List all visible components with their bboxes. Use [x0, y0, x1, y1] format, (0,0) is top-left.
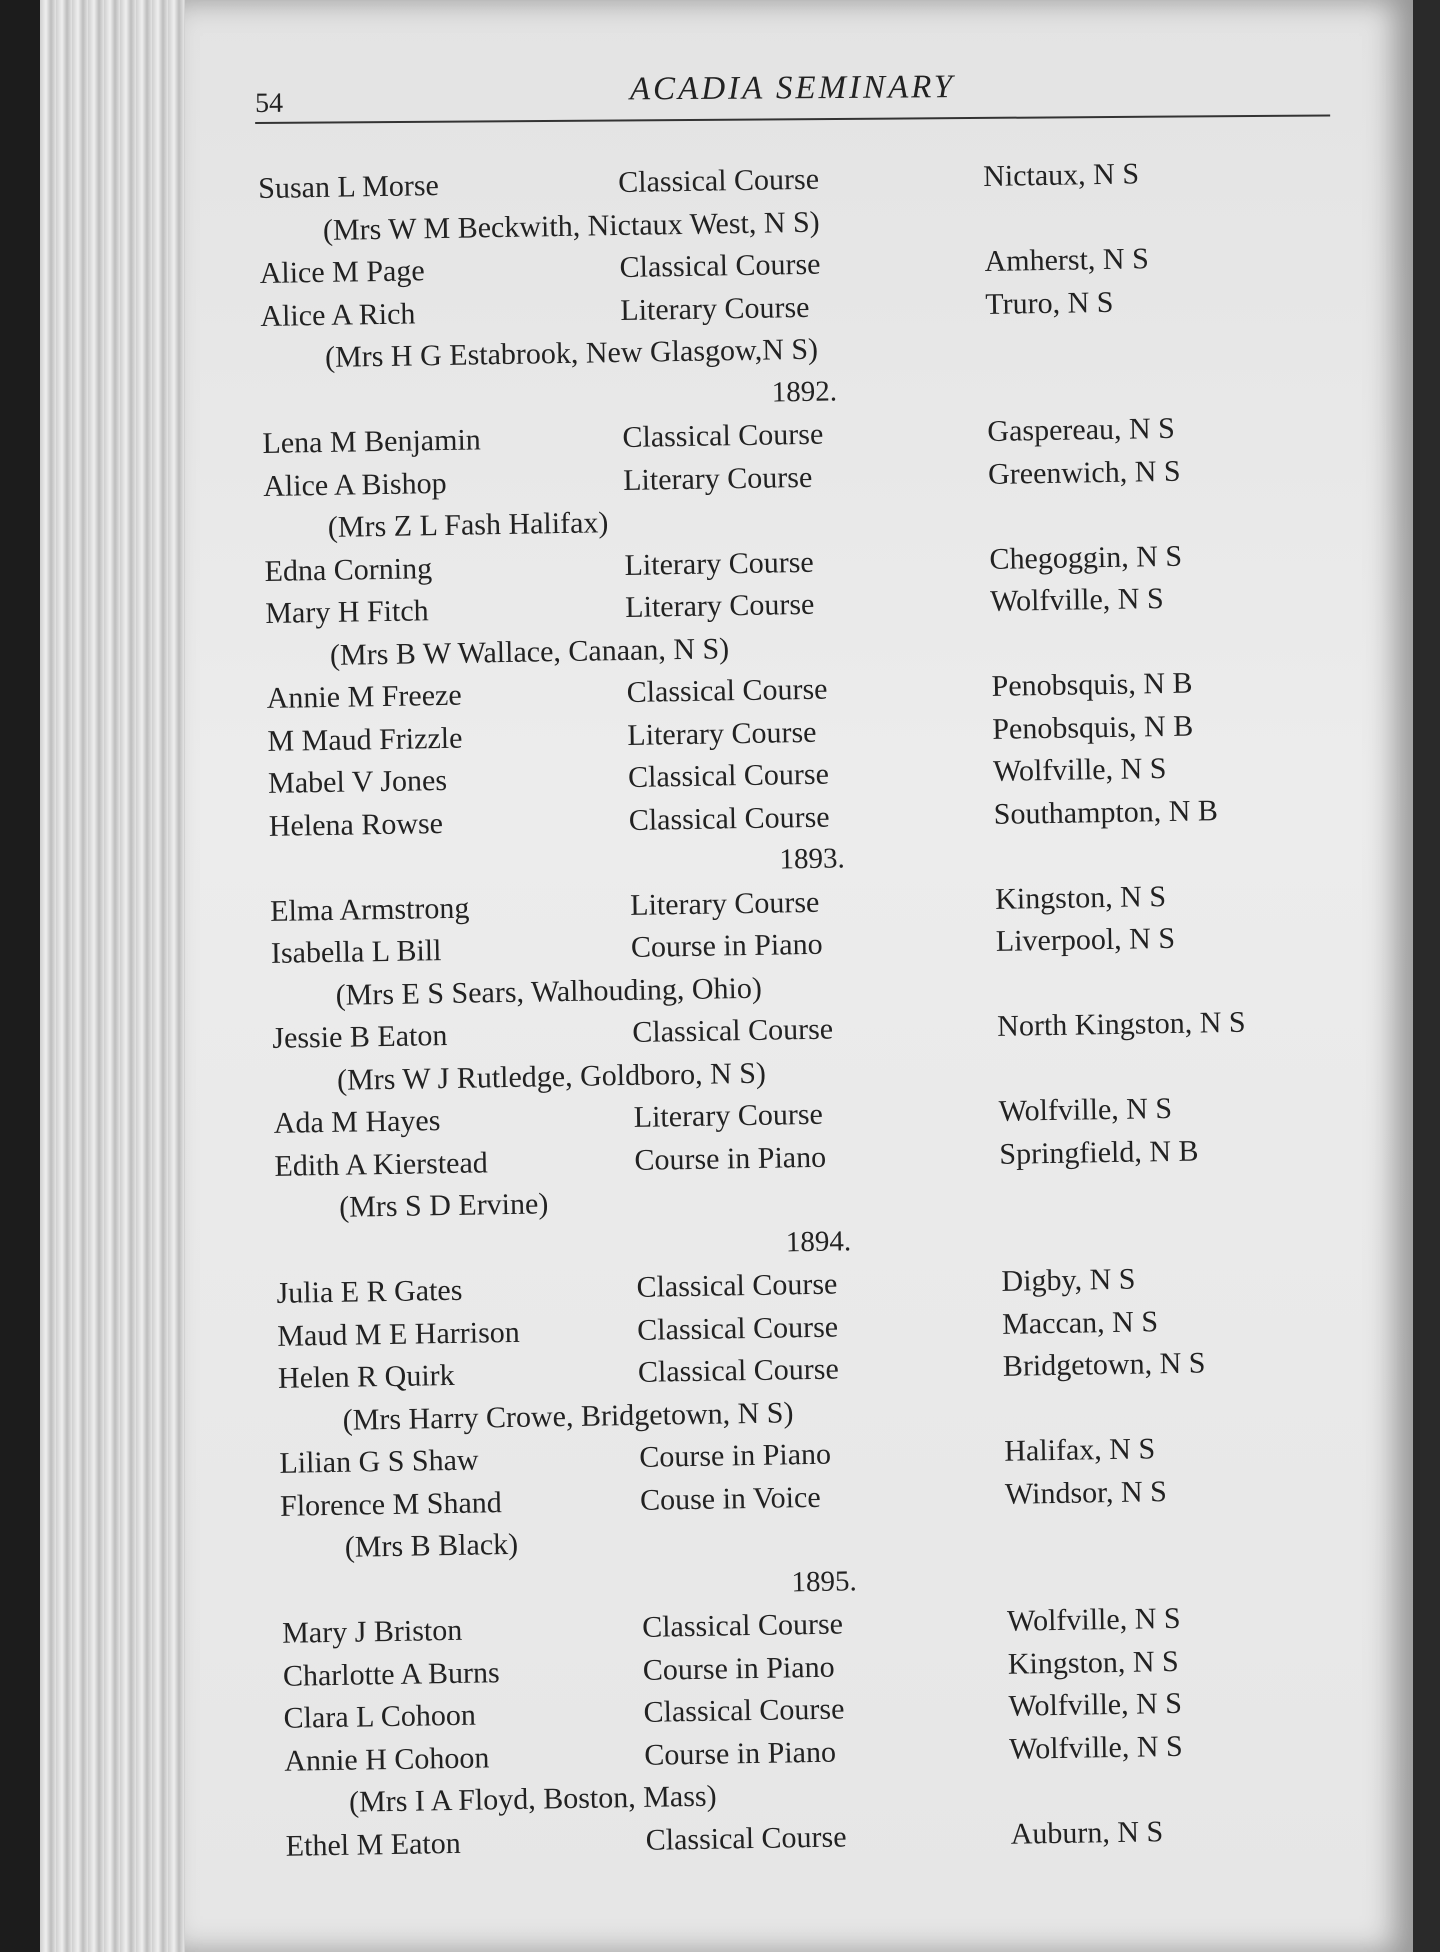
entry-name: Helen R Quirk [277, 1358, 455, 1395]
entry-name: Isabella L Bill [270, 934, 442, 970]
entry-name: Julia E R Gates [276, 1273, 463, 1310]
entry-place: Maccan, N S [1001, 1304, 1159, 1341]
entry-name: Ethel M Eaton [285, 1826, 461, 1863]
alumnae-list [258, 153, 1426, 1872]
entry-place: Amherst, N S [984, 242, 1150, 278]
entry-course: Classical Course [637, 1352, 840, 1389]
entry-course: Course in Piano [642, 1650, 835, 1687]
entry-course: Classical Course [641, 1607, 844, 1644]
entry-course: Literary Course [620, 290, 810, 327]
year-label: 1894. [785, 1224, 852, 1258]
entry-course: Classical Course [636, 1267, 838, 1304]
entry-place: Windsor, N S [1004, 1474, 1168, 1511]
entry-course: Classical Course [628, 800, 830, 837]
book-page-edges [40, 0, 190, 1952]
entry-place: Kingston, N S [994, 879, 1167, 916]
entry-place: Wolfville, N S [998, 1091, 1173, 1128]
entry-course: Classical Course [619, 247, 821, 285]
entry-course: Classical Course [617, 162, 820, 200]
entry-name: Alice A Bishop [262, 466, 447, 503]
note-text: (Mrs H G Estabrook, New Glasgow,N S) [324, 332, 819, 374]
year-label: 1893. [779, 842, 845, 876]
note-text: (Mrs Harry Crowe, Bridgetown, N S) [342, 1395, 794, 1437]
entry-name: Susan L Morse [258, 169, 440, 205]
entry-course: Literary Course [627, 715, 817, 752]
entry-course: Classical Course [632, 1012, 834, 1049]
entry-place: Nictaux, N S [982, 157, 1140, 193]
entry-place: Auburn, N S [1010, 1814, 1164, 1851]
entry-name: Maud M E Harrison [277, 1315, 521, 1353]
entry-course: Classical Course [626, 672, 828, 709]
entry-place: Wolfville, N S [1008, 1729, 1183, 1766]
entry-place: Kingston, N S [1007, 1644, 1179, 1681]
entry-place: Greenwich, N S [987, 454, 1181, 491]
entry-place: Truro, N S [985, 285, 1114, 321]
year-label: 1895. [791, 1564, 857, 1598]
entry-course: Classical Course [645, 1819, 847, 1857]
entry-name: Alice A Rich [260, 296, 416, 333]
entry-place: Bridgetown, N S [1002, 1346, 1206, 1383]
entry-name: Edna Corning [264, 551, 433, 588]
note-text: (Mrs W M Beckwith, Nictaux West, N S) [322, 205, 820, 247]
entry-place: Springfield, N B [999, 1134, 1199, 1171]
note-text: (Mrs I A Floyd, Boston, Mass) [348, 1779, 717, 1819]
note-text: (Mrs Z L Fash Halifax) [327, 506, 609, 544]
year-label: 1892. [771, 374, 838, 409]
entry-place: Chegoggin, N S [989, 539, 1183, 576]
entry-place: North Kingston, N S [996, 1005, 1246, 1043]
entry-course: Literary Course [622, 460, 813, 497]
page-header [255, 64, 1330, 124]
entry-name: Alice M Page [259, 254, 425, 290]
running-title: ACADIA SEMINARY [629, 69, 956, 108]
entry-course: Classical Course [643, 1692, 845, 1729]
entry-name: Helena Rowse [268, 806, 444, 843]
page-number: 54 [254, 87, 284, 119]
entry-name: Elma Armstrong [269, 891, 470, 928]
note-text: (Mrs E S Sears, Walhouding, Ohio) [335, 971, 763, 1012]
entry-course: Literary Course [624, 545, 814, 582]
entry-course: Course in Piano [630, 927, 823, 964]
entry-place: Digby, N S [1001, 1262, 1136, 1298]
entry-name: Lilian G S Shaw [279, 1443, 479, 1480]
entry-name: Annie H Cohoon [284, 1740, 490, 1778]
entry-course: Literary Course [624, 587, 815, 624]
entry-place: Liverpool, N S [995, 921, 1176, 958]
entry-course: Classical Course [622, 417, 824, 454]
entry-place: Gaspereau, N S [987, 411, 1176, 448]
entry-name: Florence M Shand [279, 1485, 503, 1523]
entry-course: Couse in Voice [639, 1480, 821, 1517]
note-text: (Mrs S D Ervine) [338, 1187, 549, 1224]
entry-name: Edith A Kierstead [274, 1145, 489, 1183]
entry-name: Clara L Cohoon [283, 1698, 477, 1735]
entry-place: Halifax, N S [1004, 1432, 1156, 1468]
entry-place: Wolfville, N S [989, 582, 1164, 618]
entry-name: Mary J Briston [281, 1613, 463, 1650]
entry-place: Wolfville, N S [992, 752, 1167, 788]
entry-course: Classical Course [636, 1310, 839, 1347]
entry-name: Ada M Hayes [273, 1104, 441, 1140]
note-text: (Mrs B W Wallace, Canaan, N S) [329, 631, 730, 672]
note-text: (Mrs W J Rutledge, Goldboro, N S) [336, 1056, 767, 1097]
entry-course: Course in Piano [639, 1437, 832, 1474]
entry-course: Literary Course [633, 1097, 824, 1134]
entry-course: Literary Course [629, 885, 820, 922]
entry-name: Charlotte A Burns [282, 1655, 500, 1693]
entry-place: Southampton, N B [993, 793, 1219, 831]
entry-name: M Maud Frizzle [267, 721, 463, 758]
entry-course: Course in Piano [634, 1140, 827, 1177]
note-text: (Mrs B Black) [344, 1527, 519, 1564]
entry-course: Course in Piano [644, 1735, 837, 1772]
entry-course: Classical Course [627, 757, 830, 794]
entry-name: Lena M Benjamin [262, 423, 482, 460]
entry-name: Mary H Fitch [265, 594, 429, 630]
entry-name: Annie M Freeze [266, 678, 462, 715]
entry-place: Wolfville, N S [1008, 1686, 1183, 1723]
entry-place: Penobsquis, N B [991, 666, 1193, 703]
entry-place: Penobsquis, N B [992, 709, 1194, 746]
entry-name: Mabel V Jones [267, 763, 448, 800]
entry-place: Wolfville, N S [1006, 1601, 1181, 1638]
entry-name: Jessie B Eaton [272, 1018, 448, 1055]
